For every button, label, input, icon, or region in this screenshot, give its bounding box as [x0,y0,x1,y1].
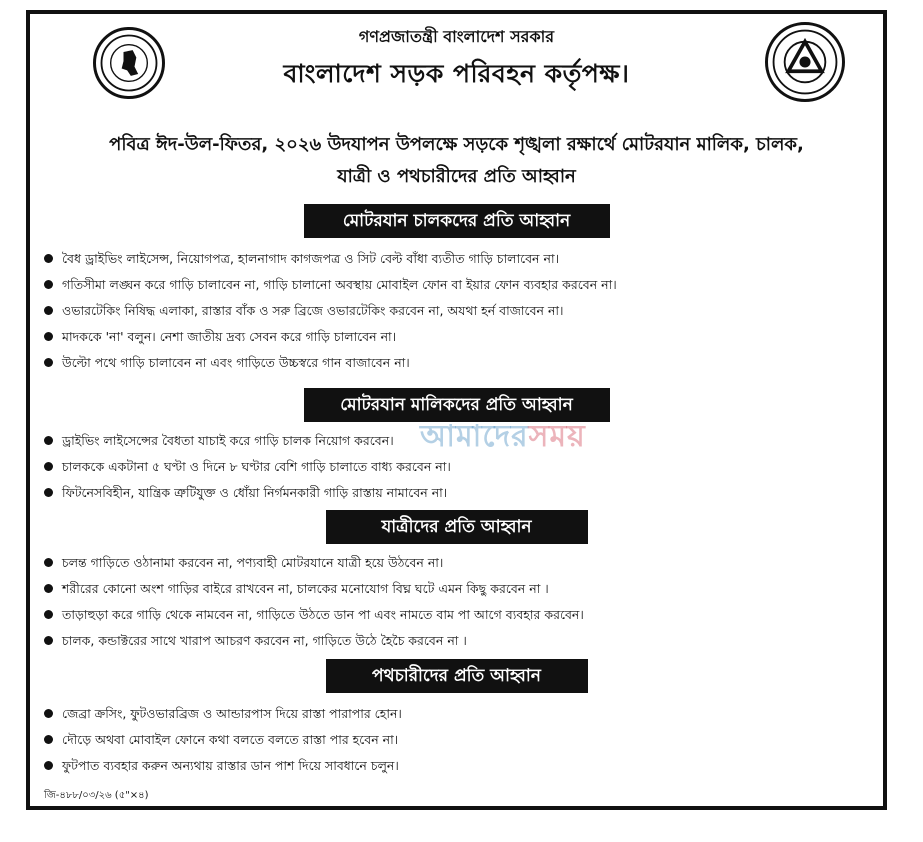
list-item: ড্রাইভিং লাইসেন্সের বৈধতা যাচাই করে গাড়ি চালক নিয়োগ করবেন। [44,428,869,454]
bullet-icon [44,584,53,593]
bullet-icon [44,610,53,619]
bullet-icon [44,761,53,770]
authority-title: বাংলাদেশ সড়ক পরিবহন কর্তৃপক্ষ। [283,59,630,88]
list-item: তাড়াহুড়া করে গাড়ি থেকে নামবেন না, গাড়িতে উঠতে ডান পা এবং নামতে বাম পা আগে ব্যবহার করবেন। [44,602,869,628]
bullet-icon [44,332,53,341]
bullet-icon [44,280,53,289]
bullet-icon [44,558,53,567]
list-item: দৌড়ে অথবা মোবাইল ফোনে কথা বলতে বলতে রাস্তা পার হবেন না। [44,727,869,753]
list-item: চালককে একটানা ৫ ঘণ্টা ও দিনে ৮ ঘণ্টার বেশি গাড়ি চালাতে বাধ্য করবেন না। [44,454,869,480]
headline-line-1: পবিত্র ঈদ-উল-ফিতর, ২০২৬ উদযাপন উপলক্ষে সড়কে শৃঙ্খলা রক্ষার্থে মোটরযান মালিক, চালক, [109,134,804,155]
bullet-icon [44,735,53,744]
section-title-owners: মোটরযান মালিকদের প্রতি আহ্বান [304,388,610,422]
section-title-passengers: যাত্রীদের প্রতি আহ্বান [326,510,588,544]
bullet-icon [44,462,53,471]
notice-headline [44,129,869,193]
adjacent-column-edge [0,0,20,842]
bullet-icon [44,709,53,718]
bullet-icon [44,306,53,315]
list-item: উল্টো পথে গাড়ি চালাবেন না এবং গাড়িতে উচ্চস্বরে গান বাজাবেন না। [44,350,869,376]
bullet-icon [44,358,53,367]
list-item: ওভারটেকিং নিষিদ্ধ এলাকা, রাস্তার বাঁক ও সরু ব্রিজে ওভারটেকিং করবেন না, অযথা হর্ন বাজাবেন না। [44,298,869,324]
publisher-watermark: আমাদেরসময় [420,419,586,454]
ad-reference-code: জি-৪৮৮/০৩/২৬ (৫"×৪) [44,790,149,801]
list-item: শরীরের কোনো অংশ গাড়ির বাইরে রাখবেন না, চালকের মনোযোগ বিঘ্ন ঘটে এমন কিছু করবেন না । [44,576,869,602]
section-title-pedestrians: পথচারীদের প্রতি আহ্বান [326,659,588,693]
bullet-icon [44,488,53,497]
list-item: চলন্ত গাড়িতে ওঠানামা করবেন না, পণ্যবাহী মোটরযানে যাত্রী হয়ে উঠবেন না। [44,550,869,576]
list-item: ফুটপাত ব্যবহার করুন অন্যথায় রাস্তার ডান পাশ দিয়ে সাবধানে চলুন। [44,753,869,779]
brta-logo-icon [765,22,845,102]
bullet-icon [44,254,53,263]
section-title-drivers: মোটরযান চালকদের প্রতি আহ্বান [304,204,610,238]
bullet-icon [44,636,53,645]
list-item: চালক, কন্ডাক্টরের সাথে খারাপ আচরণ করবেন না, গাড়িতে উঠে হৈচৈ করবেন না । [44,628,869,654]
list-item: গতিসীমা লঙ্ঘন করে গাড়ি চালাবেন না, গাড়ি চালানো অবস্থায় মোবাইল ফোন বা ইয়ার ফোন ব্যবহার করবেন না। [44,272,869,298]
list-pedestrians [44,701,869,779]
bullet-icon [44,436,53,445]
list-item: মাদককে 'না' বলুন। নেশা জাতীয় দ্রব্য সেবন করে গাড়ি চালাবেন না। [44,324,869,350]
list-item: ফিটনেসবিহীন, যান্ত্রিক ত্রুটিযুক্ত ও ধোঁয়া নির্গমনকারী গাড়ি রাস্তায় নামাবেন না। [44,480,869,506]
list-passengers [44,550,869,654]
list-item: বৈধ ড্রাইভিং লাইসেন্স, নিয়োগপত্র, হালনাগাদ কাগজপত্র ও সিট বেল্ট বাঁধা ব্যতীত গাড়ি চালাবেন না। [44,246,869,272]
notice-frame [26,10,887,810]
list-drivers [44,246,869,376]
list-item: জেব্রা ক্রসিং, ফুটওভারব্রিজ ও আন্ডারপাস দিয়ে রাস্তা পারাপার হোন। [44,701,869,727]
headline-line-2: যাত্রী ও পথচারীদের প্রতি আহ্বান [337,166,576,187]
government-title: গণপ্রজাতন্ত্রী বাংলাদেশ সরকার [358,27,555,46]
